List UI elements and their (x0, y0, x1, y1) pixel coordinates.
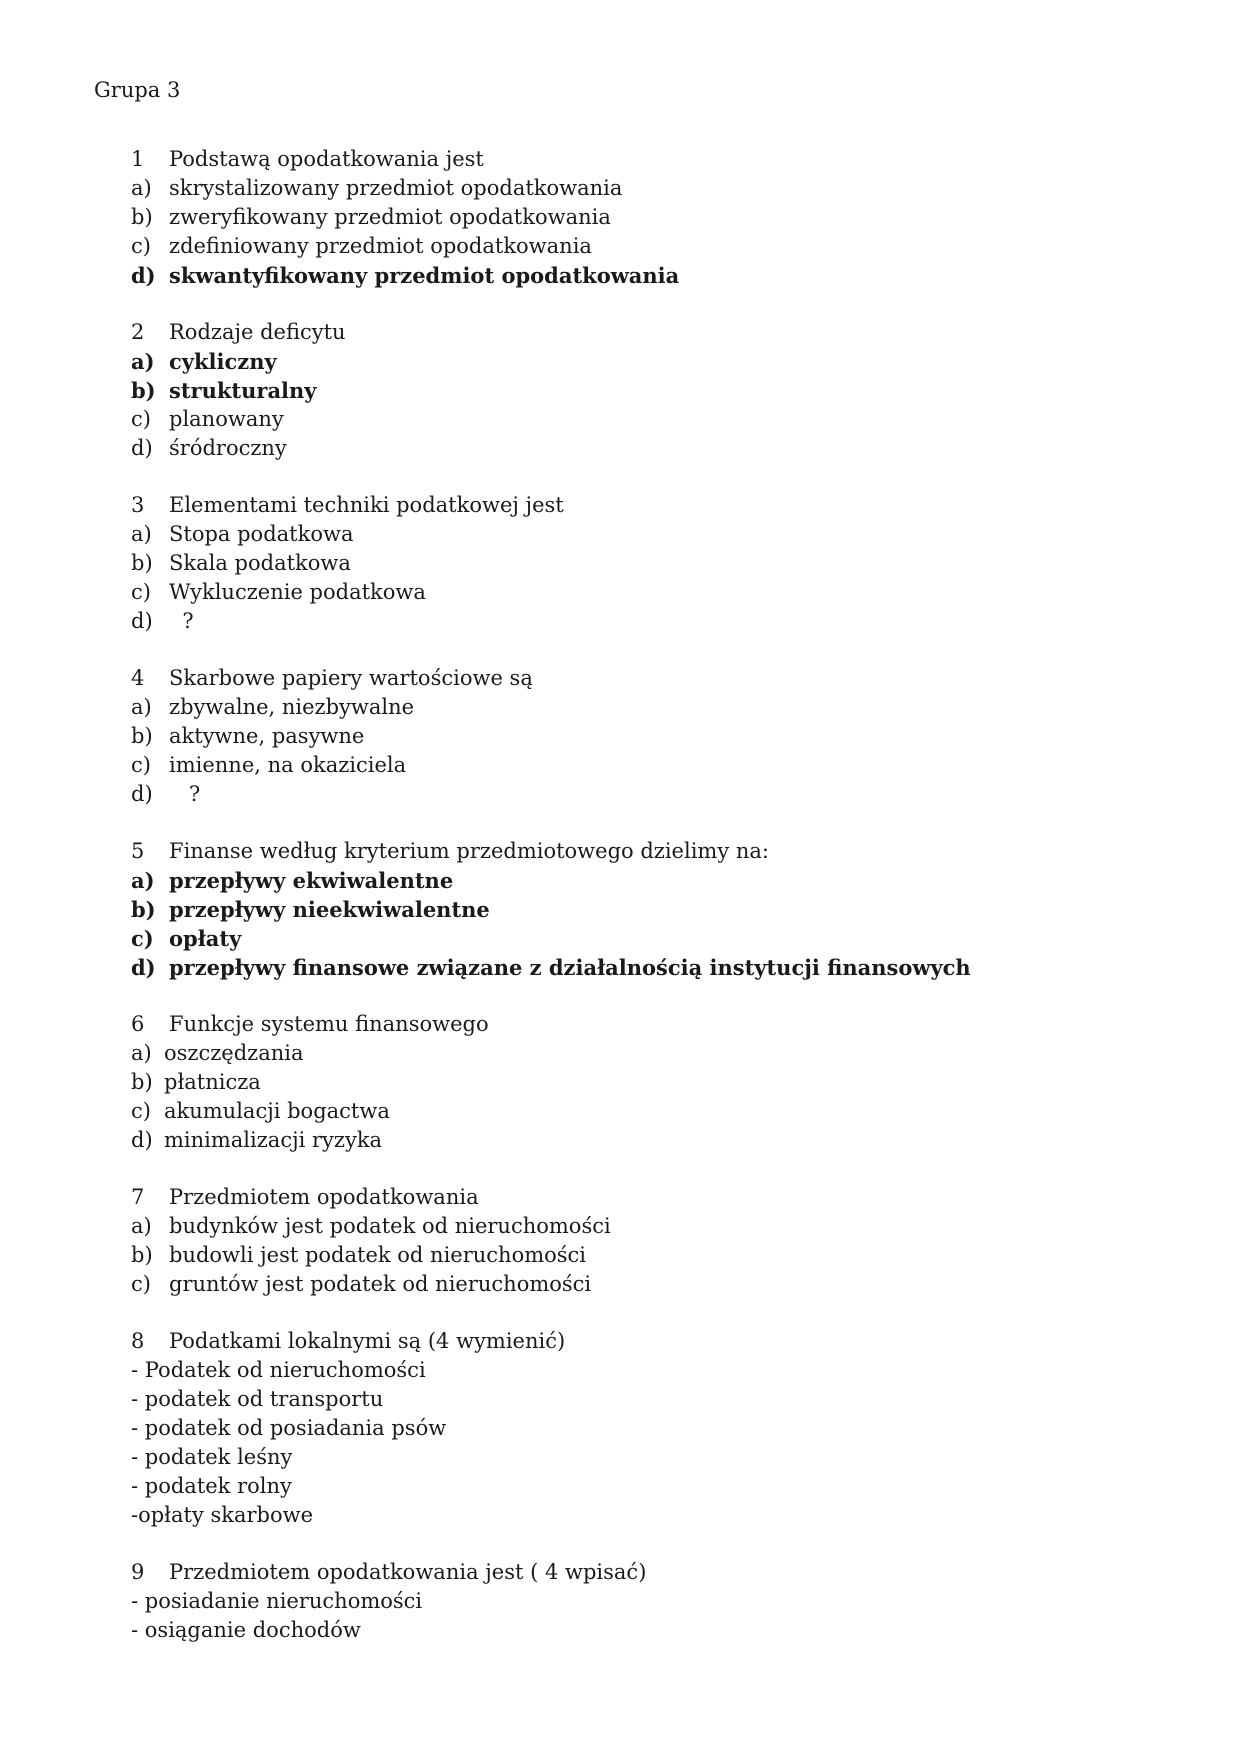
option-text: aktywne, pasywne (169, 724, 365, 748)
answer-option (94, 924, 1154, 953)
question-heading (94, 837, 1154, 866)
answer-option (94, 1126, 1154, 1155)
option-text: zbywalne, niezbywalne (169, 695, 415, 719)
option-text: zdefiniowany przedmiot opodatkowania (169, 234, 592, 258)
question-heading (94, 664, 1154, 693)
question-text: Skarbowe papiery wartościowe są (169, 666, 533, 690)
question-number: 7 (131, 1185, 145, 1209)
answer-item-text: - Podatek od nieruchomości (131, 1358, 426, 1382)
option-letter: b) (131, 551, 153, 575)
option-letter: a) (131, 349, 155, 374)
answer-option (94, 1212, 1154, 1241)
question-number: 8 (131, 1329, 145, 1353)
question-text: Podstawą opodatkowania jest (169, 147, 484, 171)
option-text: budowli jest podatek od nieruchomości (169, 1243, 587, 1267)
answer-option (94, 405, 1154, 434)
option-letter: c) (131, 1272, 151, 1296)
option-text: Stopa podatkowa (169, 522, 354, 546)
answer-option (94, 203, 1154, 232)
option-letter: d) (131, 609, 153, 633)
answer-option (94, 578, 1154, 607)
answer-item (94, 1616, 1154, 1645)
option-letter: d) (131, 955, 156, 980)
answer-option (94, 607, 1154, 636)
answer-option (94, 520, 1154, 549)
question-1 (94, 145, 1154, 290)
option-text: śródroczny (169, 436, 287, 460)
option-text: strukturalny (169, 378, 317, 403)
option-letter: d) (131, 1128, 153, 1152)
question-3 (94, 491, 1154, 636)
answer-item-text: -opłaty skarbowe (131, 1503, 314, 1527)
question-9 (94, 1558, 1154, 1645)
answer-option (94, 347, 1154, 376)
question-number: 5 (131, 839, 145, 863)
question-text: Podatkami lokalnymi są (4 wymienić) (169, 1329, 566, 1353)
option-text: Skala podatkowa (169, 551, 351, 575)
question-text: Finanse według kryterium przedmiotowego dzielimy na: (169, 839, 769, 863)
answer-option (94, 751, 1154, 780)
option-text: minimalizacji ryzyka (164, 1128, 383, 1152)
option-letter: d) (131, 782, 153, 806)
option-letter: a) (131, 868, 155, 893)
answer-option (94, 232, 1154, 261)
question-number: 1 (131, 147, 145, 171)
answer-option (94, 895, 1154, 924)
option-text: ? (169, 609, 194, 633)
question-number: 3 (131, 493, 145, 517)
answer-item (94, 1385, 1154, 1414)
answer-item (94, 1501, 1154, 1530)
question-text: Przedmiotem opodatkowania jest ( 4 wpisać) (169, 1560, 647, 1584)
answer-option (94, 1097, 1154, 1126)
question-heading (94, 318, 1154, 347)
question-text: Funkcje systemu finansowego (169, 1012, 489, 1036)
answer-option (94, 693, 1154, 722)
answer-option (94, 953, 1154, 982)
answer-option (94, 549, 1154, 578)
option-letter: b) (131, 378, 156, 403)
answer-option (94, 434, 1154, 463)
option-letter: a) (131, 695, 152, 719)
option-letter: b) (131, 897, 156, 922)
option-text: skrystalizowany przedmiot opodatkowania (169, 176, 623, 200)
option-text: cykliczny (169, 349, 277, 374)
answer-option (94, 376, 1154, 405)
option-text: oszczędzania (164, 1041, 304, 1065)
option-letter: c) (131, 234, 151, 258)
answer-option (94, 1039, 1154, 1068)
option-text: przepływy ekwiwalentne (169, 868, 454, 893)
option-letter: c) (131, 580, 151, 604)
option-text: skwantyfikowany przedmiot opodatkowania (169, 263, 680, 288)
question-heading (94, 1327, 1154, 1356)
question-6 (94, 1010, 1154, 1155)
answer-item (94, 1414, 1154, 1443)
option-text: przepływy finansowe związane z działalnością instytucji finansowych (169, 955, 971, 980)
question-number: 9 (131, 1560, 145, 1584)
option-letter: a) (131, 522, 152, 546)
answer-item-text: - podatek leśny (131, 1445, 293, 1469)
option-letter: c) (131, 407, 151, 431)
question-number: 2 (131, 320, 145, 344)
answer-item-text: - podatek od posiadania psów (131, 1416, 447, 1440)
question-heading (94, 145, 1154, 174)
question-8 (94, 1327, 1154, 1530)
answer-item-text: - podatek od transportu (131, 1387, 384, 1411)
option-letter: b) (131, 1070, 153, 1094)
option-text: planowany (169, 407, 284, 431)
answer-option (94, 866, 1154, 895)
option-text: Wykluczenie podatkowa (169, 580, 426, 604)
option-text: ? (169, 782, 201, 806)
question-4 (94, 664, 1154, 809)
answer-item (94, 1443, 1154, 1472)
question-text: Rodzaje deficytu (169, 320, 346, 344)
question-heading (94, 1010, 1154, 1039)
answer-item-text: - podatek rolny (131, 1474, 292, 1498)
question-text: Przedmiotem opodatkowania (169, 1185, 479, 1209)
option-text: przepływy nieekwiwalentne (169, 897, 490, 922)
question-number: 4 (131, 666, 145, 690)
option-letter: d) (131, 263, 156, 288)
answer-option (94, 1270, 1154, 1299)
option-letter: a) (131, 1214, 152, 1238)
option-text: imienne, na okaziciela (169, 753, 407, 777)
question-5 (94, 837, 1154, 982)
answer-option (94, 1068, 1154, 1097)
question-number: 6 (131, 1012, 145, 1036)
option-letter: b) (131, 1243, 153, 1267)
option-text: zweryfikowany przedmiot opodatkowania (169, 205, 611, 229)
option-letter: c) (131, 1099, 151, 1123)
question-heading (94, 1558, 1154, 1587)
answer-item (94, 1472, 1154, 1501)
question-list (94, 145, 1154, 1645)
option-text: opłaty (169, 926, 242, 951)
answer-option (94, 722, 1154, 751)
answer-option (94, 1241, 1154, 1270)
option-letter: b) (131, 205, 153, 229)
option-letter: c) (131, 926, 154, 951)
option-text: płatnicza (164, 1070, 261, 1094)
answer-option (94, 261, 1154, 290)
question-text: Elementami techniki podatkowej jest (169, 493, 564, 517)
document-page (94, 76, 1154, 1673)
option-letter: c) (131, 753, 151, 777)
option-text: budynków jest podatek od nieruchomości (169, 1214, 611, 1238)
option-letter: b) (131, 724, 153, 748)
answer-item-text: - posiadanie nieruchomości (131, 1589, 423, 1613)
answer-option (94, 780, 1154, 809)
question-heading (94, 491, 1154, 520)
option-text: gruntów jest podatek od nieruchomości (169, 1272, 592, 1296)
question-7 (94, 1183, 1154, 1299)
question-heading (94, 1183, 1154, 1212)
answer-option (94, 174, 1154, 203)
option-text: akumulacji bogactwa (164, 1099, 390, 1123)
answer-item (94, 1587, 1154, 1616)
page-title: Grupa 3 (94, 78, 181, 102)
answer-item-text: - osiąganie dochodów (131, 1618, 361, 1642)
answer-item (94, 1356, 1154, 1385)
option-letter: d) (131, 436, 153, 460)
option-letter: a) (131, 1041, 152, 1065)
option-letter: a) (131, 176, 152, 200)
question-2 (94, 318, 1154, 463)
